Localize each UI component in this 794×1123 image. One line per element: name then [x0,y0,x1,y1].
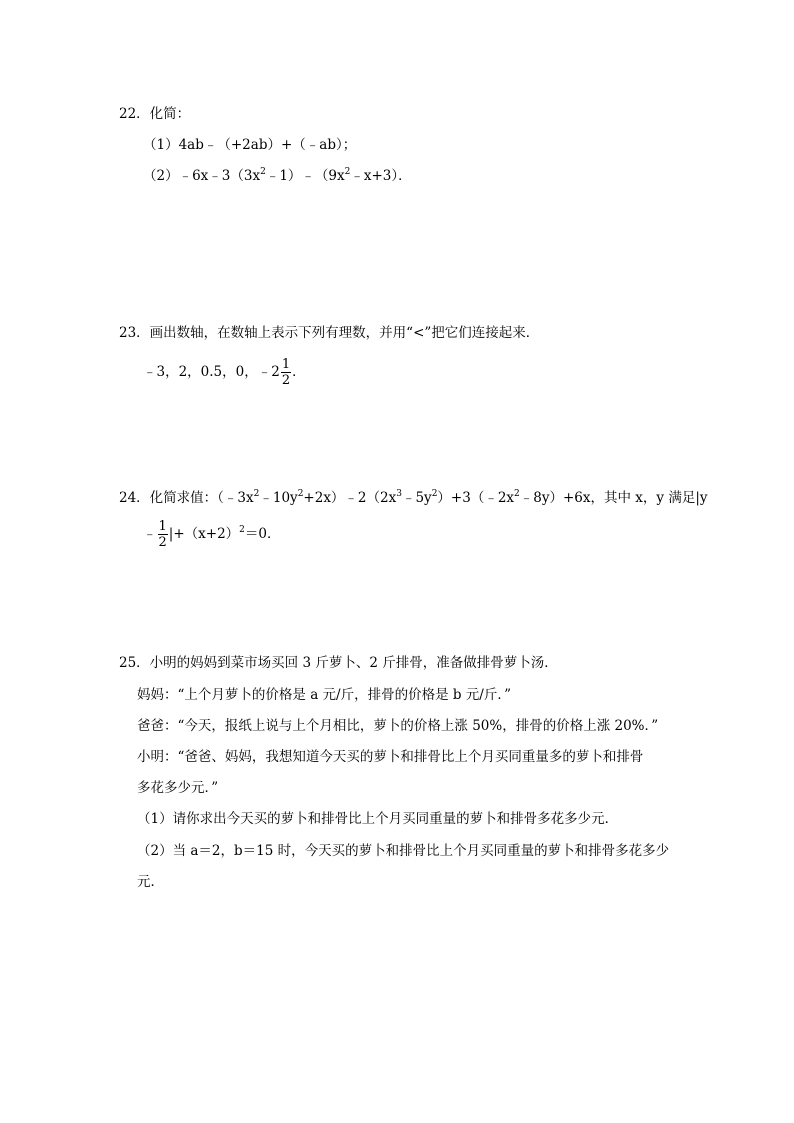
q25-part2-line1: （2）当 a＝2，b＝15 时，今天买的萝卜和排骨比上个月买同重量的萝卜和排骨多花多少 [137,843,670,859]
q23-number-list: ﹣3，2，0.5，0，﹣2 [143,364,280,380]
q25-dad: 爸爸：“今天，报纸上说与上个月相比，萝卜的价格上涨 50%，排骨的价格上涨 20%．” [137,718,659,734]
q25-title: 25．小明的妈妈到菜市场买回 3 斤萝卜、2 斤排骨，准备做排骨萝卜汤． [119,655,558,671]
q22-part2-expr: $﹣6x﹣3(3x^2﹣1)﹣(9x^2﹣x+3)$． [178,167,412,184]
q25-part2-line2: 元． [137,874,164,890]
q25-mom: 妈妈：“上个月萝卜的价格是 a 元/斤，排骨的价格是 b 元/斤．” [137,687,512,703]
q22-part1-label: （1） [143,137,179,153]
q22-part1-expr: 4ab﹣（+2ab）+（﹣ab）； [178,137,357,153]
q22-part1 [143,135,356,155]
q25-part1: （1）请你求出今天买的萝卜和排骨比上个月买同重量的萝卜和排骨多花多少元． [137,811,619,827]
q25-ming-line2: 多花多少元．” [137,780,219,796]
q25-ming-line1: 小明：“爸爸、妈妈，我想知道今天买的萝卜和排骨比上个月买同重量多的萝卜和排骨 [137,749,644,765]
q23-title: 23．画出数轴，在数轴上表示下列有理数，并用“<”把它们连接起来． [119,325,540,341]
q22-part2-label: （2） [143,168,179,184]
q22-part2 [143,166,412,186]
q23-fraction: $\frac{1}{2}$ [281,357,291,388]
q23-numbers: ﹣3，2，0.5，0，﹣2 $\frac{1}{2}$ ． [143,357,306,388]
q24-line2: ﹣ $\frac{1}{2}$ $|+(x+2)^2=0$． [143,519,281,550]
q24-fraction: $\frac{1}{2}$ [158,519,167,550]
q22-title: 22．化简： [119,106,191,122]
q24-line1: 24．化简求值：$(﹣3x^2﹣10y^2+2x)﹣2(2x^3﹣5y^2)+3(﹣2x^2﹣8y)+6x$，其中 x，y 满足|y [119,489,708,506]
